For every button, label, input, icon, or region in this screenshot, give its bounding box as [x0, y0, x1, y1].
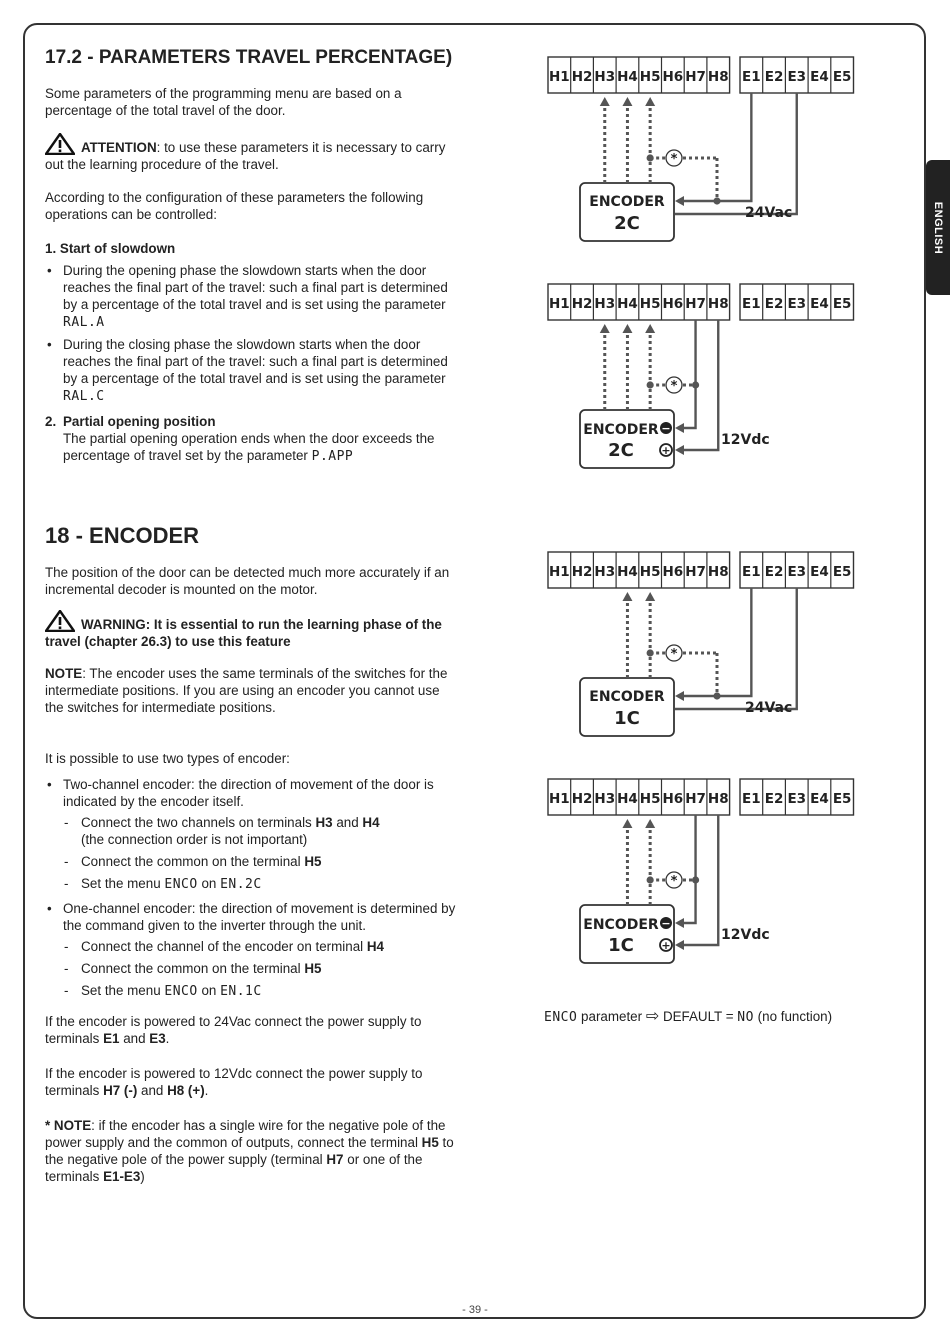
- terminal-h8: H8: [707, 296, 729, 312]
- terminal-h3: H3: [594, 564, 616, 580]
- section-18-title: 18 - ENCODER: [45, 523, 200, 548]
- terminal-e4: E4: [810, 791, 829, 807]
- warning-icon: [45, 610, 75, 632]
- terminal-e1: E1: [742, 564, 761, 580]
- arrow-left-icon: [675, 196, 684, 206]
- star-symbol: *: [670, 152, 678, 167]
- supply-wire-h7: [683, 815, 696, 923]
- terminal-h2: H2: [571, 69, 593, 85]
- arrow-right-icon: ⇨: [645, 1008, 660, 1025]
- list-item: - Set the menu ENCO on EN.1C: [45, 982, 457, 1000]
- arrow-up-icon: [622, 97, 632, 106]
- terminal-e3: E3: [787, 564, 807, 580]
- terminal-h4: H4: [617, 564, 638, 580]
- terminal-h6: H6: [662, 69, 684, 85]
- terminal-h5: H5: [639, 564, 661, 580]
- arrow-left-icon: [675, 691, 684, 701]
- encoder-type: 2C: [608, 440, 634, 461]
- terminal-h8: H8: [707, 564, 729, 580]
- terminal-h6: H6: [662, 564, 684, 580]
- terminal-h2: H2: [571, 296, 593, 312]
- terminal-e5: E5: [832, 296, 852, 312]
- terminal-h8: H8: [707, 69, 729, 85]
- terminal-h7: H7: [685, 296, 706, 312]
- arrow-left-icon: [675, 445, 684, 455]
- terminal-h1: H1: [548, 69, 570, 85]
- minus-symbol: −: [661, 917, 671, 930]
- two-channel-steps: [63, 814, 457, 893]
- terminal-e2: E2: [764, 564, 784, 580]
- partial-opening-heading: Partial opening position: [63, 414, 216, 429]
- list-item: - Connect the two channels on terminals H3 and H4 (the connection order is not important): [45, 814, 457, 848]
- partial-opening-item: 2. Partial opening position The partial opening operation ends when the door exceeds the percentage of travel set by the parameter P.APP: [45, 414, 435, 464]
- terminal-h4: H4: [617, 69, 638, 85]
- terminal-e1: E1: [742, 69, 761, 85]
- terminal-e3: E3: [787, 69, 807, 85]
- minus-symbol: −: [661, 422, 671, 435]
- supply-label: 12Vdc: [721, 927, 770, 943]
- terminal-e1: E1: [742, 296, 761, 312]
- terminal-h7: H7: [685, 564, 706, 580]
- arrow-up-icon: [622, 324, 632, 333]
- slowdown-heading: 1. Start of slowdown: [45, 241, 176, 256]
- terminal-e5: E5: [832, 564, 852, 580]
- list-item: • During the opening phase the slowdown starts when the door reaches the final part of the travel: such a final part is determined by a percentage of the total travel and is set using the parameter RAL.A: [45, 262, 457, 331]
- arrow-left-icon: [675, 423, 684, 433]
- terminal-e2: E2: [764, 69, 784, 85]
- list-item: • During the closing phase the slowdown starts when the door reaches the final part of the travel: such a final part is determined by a percentage of the total travel and is set using the parameter RAL.C: [45, 336, 457, 405]
- arrow-up-icon: [645, 819, 655, 828]
- terminal-h6: H6: [662, 791, 684, 807]
- encoder-label: ENCODER: [589, 194, 665, 210]
- terminal-e4: E4: [810, 69, 829, 85]
- plus-symbol: +: [661, 939, 671, 952]
- terminal-e3: E3: [787, 296, 807, 312]
- power-24vac-paragraph: If the encoder is powered to 24Vac connect the power supply to terminals E1 and E3.: [45, 1014, 422, 1046]
- terminal-h4: H4: [617, 791, 638, 807]
- supply-label: 24Vac: [745, 700, 793, 716]
- arrow-up-icon: [622, 592, 632, 601]
- terminal-h5: H5: [639, 69, 661, 85]
- config-paragraph: According to the configuration of these parameters the following operations can be controlled:: [45, 190, 424, 222]
- arrow-left-icon: [675, 940, 684, 950]
- wiring-diagram-2c-24vac: [547, 56, 857, 246]
- list-item: - Set the menu ENCO on EN.2C: [45, 875, 457, 893]
- power-12vdc-paragraph: If the encoder is powered to 12Vdc connect the power supply to terminals H7 (-) and H8 (+).: [45, 1066, 423, 1098]
- junction-dot: [713, 197, 720, 204]
- terminal-h6: H6: [662, 296, 684, 312]
- encoder-type: 1C: [614, 708, 640, 729]
- terminal-h8: H8: [707, 791, 729, 807]
- encoder-type: 2C: [614, 213, 640, 234]
- encoder-label: ENCODER: [583, 422, 659, 438]
- wiring-diagram-2c-12vdc: [547, 283, 857, 473]
- terminal-h5: H5: [639, 296, 661, 312]
- supply-wire-h7: [683, 320, 696, 428]
- terminal-h7: H7: [685, 69, 706, 85]
- param-p-app: P.APP: [311, 449, 354, 464]
- plus-symbol: +: [661, 444, 671, 457]
- section-18: [45, 523, 457, 1185]
- section-17-2-title: 17.2 - PARAMETERS TRAVEL PERCENTAGE): [45, 47, 453, 68]
- terminal-h7: H7: [685, 791, 706, 807]
- footnote-paragraph: * NOTE: if the encoder has a single wire for the negative pole of the power supply and the common of outputs, connect the terminal H5 to the negative pole of the power supply (terminal H7 or one of the terminals E1-E3): [45, 1118, 454, 1184]
- list-item: • Two-channel encoder: the direction of movement of the door is indicated by the encoder itself. - Connect the two channels on terminals H3 and H4 (the connection order is not important) - Connect the common on the terminal H5 - Set the menu ENCO on EN.2C: [45, 776, 457, 893]
- terminal-e3: E3: [787, 791, 807, 807]
- list-item: - Connect the channel of the encoder on terminal H4: [45, 938, 457, 955]
- supply-label: 12Vdc: [721, 432, 770, 448]
- terminal-e2: E2: [764, 296, 784, 312]
- terminal-e4: E4: [810, 564, 829, 580]
- list-item: • One-channel encoder: the direction of movement is determined by the command given to the inverter through the unit. - Connect the channel of the encoder on terminal H4 - Connect the common on the terminal H5 - Set the menu ENCO on EN.1C: [45, 900, 457, 1000]
- encoder-intro: The position of the door can be detected much more accurately if an incremental decoder is mounted on the motor.: [45, 565, 450, 597]
- arrow-up-icon: [600, 324, 610, 333]
- section-17-2-intro: Some parameters of the programming menu are based on a percentage of the total travel of the door.: [45, 86, 402, 118]
- slowdown-list: [45, 262, 457, 405]
- section-17-2: [45, 47, 457, 465]
- star-symbol: *: [670, 874, 678, 889]
- param-ral-a: RAL.A: [63, 315, 105, 330]
- star-symbol: *: [670, 379, 678, 394]
- enco-parameter-default: ENCO parameter ⇨ DEFAULT = NO (no function): [544, 1008, 833, 1025]
- star-symbol: *: [670, 647, 678, 662]
- wiring-diagram-1c-24vac: [547, 551, 857, 741]
- terminal-h5: H5: [639, 791, 661, 807]
- param-ral-c: RAL.C: [63, 389, 105, 404]
- arrow-left-icon: [675, 918, 684, 928]
- terminal-h3: H3: [594, 69, 616, 85]
- terminal-h2: H2: [571, 791, 593, 807]
- terminal-h3: H3: [594, 296, 616, 312]
- terminal-h3: H3: [594, 791, 616, 807]
- list-item: - Connect the common on the terminal H5: [45, 960, 457, 977]
- encoder-type: 1C: [608, 935, 634, 956]
- page-number: - 39 -: [462, 1304, 488, 1316]
- note-paragraph: NOTE: The encoder uses the same terminals of the switches for the intermediate positions. If you are using an encoder you cannot use the switches for intermediate positions.: [45, 666, 448, 715]
- language-tab: ENGLISH: [926, 160, 950, 295]
- terminal-h1: H1: [548, 296, 570, 312]
- terminal-h1: H1: [548, 791, 570, 807]
- terminal-e4: E4: [810, 296, 829, 312]
- supply-wire-e3: [675, 588, 797, 709]
- arrow-up-icon: [600, 97, 610, 106]
- one-channel-steps: [63, 938, 457, 1000]
- junction-dot: [713, 692, 720, 699]
- terminal-e5: E5: [832, 69, 852, 85]
- arrow-up-icon: [645, 97, 655, 106]
- terminal-e2: E2: [764, 791, 784, 807]
- arrow-up-icon: [645, 324, 655, 333]
- wiring-diagram-1c-12vdc: [547, 778, 857, 968]
- terminal-h4: H4: [617, 296, 638, 312]
- terminal-e5: E5: [832, 791, 852, 807]
- terminal-h2: H2: [571, 564, 593, 580]
- terminal-e1: E1: [742, 791, 761, 807]
- encoder-types-list: [45, 776, 457, 1000]
- warning-paragraph: WARNING: It is essential to run the learning phase of the travel (chapter 26.3) to use this feature: [45, 610, 457, 650]
- encoder-label: ENCODER: [583, 917, 659, 933]
- supply-label: 24Vac: [745, 205, 793, 221]
- terminal-h1: H1: [548, 564, 570, 580]
- arrow-up-icon: [622, 819, 632, 828]
- supply-wire-h8: [683, 320, 718, 450]
- attention-paragraph: ATTENTION: to use these parameters it is necessary to carry out the learning procedure of the travel.: [45, 133, 457, 173]
- list-item: - Connect the common on the terminal H5: [45, 853, 457, 870]
- encoder-label: ENCODER: [589, 689, 665, 705]
- types-intro: It is possible to use two types of encoder:: [45, 751, 290, 766]
- supply-wire-e3: [675, 93, 797, 214]
- warning-icon: [45, 133, 75, 155]
- supply-wire-h8: [683, 815, 718, 945]
- arrow-up-icon: [645, 592, 655, 601]
